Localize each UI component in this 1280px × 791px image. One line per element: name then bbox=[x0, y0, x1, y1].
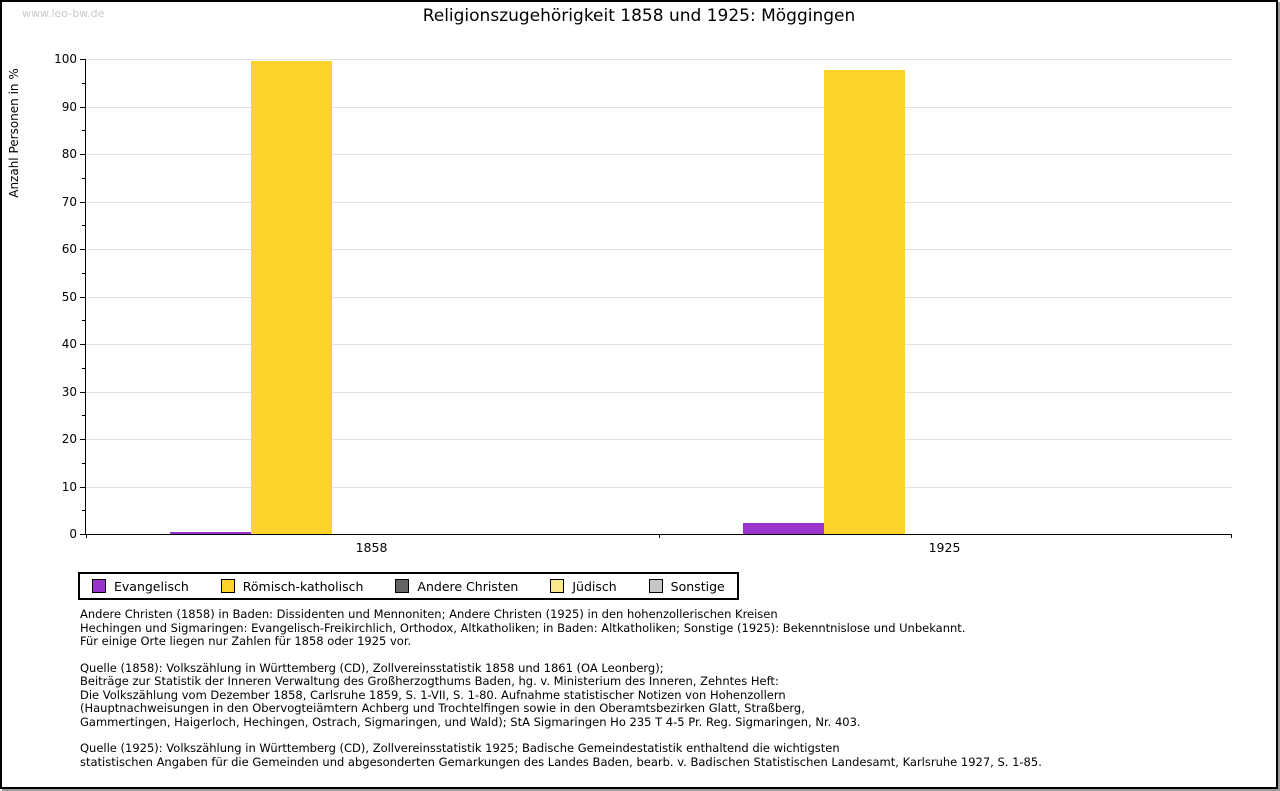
plot-area bbox=[85, 59, 1232, 535]
y-major-tick-20 bbox=[80, 439, 86, 440]
y-tick-label-30: 30 bbox=[61, 384, 77, 399]
legend-item-evangelisch bbox=[92, 579, 189, 594]
legend-label: Römisch-katholisch bbox=[242, 578, 364, 594]
y-major-tick-60 bbox=[80, 249, 86, 250]
bar-r-misch-katholisch-1925 bbox=[824, 70, 905, 534]
y-tick-label-0: 0 bbox=[69, 527, 77, 541]
y-major-tick-40 bbox=[80, 344, 86, 345]
y-minor-tick-15 bbox=[82, 463, 86, 464]
y-axis-label: Anzahl Personen in % bbox=[7, 68, 21, 198]
y-minor-tick-35 bbox=[82, 368, 86, 369]
legend-label: Andere Christen bbox=[417, 578, 519, 594]
footnotes bbox=[80, 608, 1266, 782]
x-tick-label-1858: 1858 bbox=[355, 540, 388, 555]
legend-label: Jüdisch bbox=[572, 578, 617, 594]
y-tick-label-80: 80 bbox=[61, 147, 77, 161]
y-tick-label-90: 90 bbox=[61, 99, 77, 114]
footnote-line-2-2: Beiträge zur Statistik der Inneren Verwaltung des Großherzogthums Baden, hg. v. Ministerium des Inneren, Zehntes Heft: bbox=[80, 674, 779, 688]
y-tick-label-60: 60 bbox=[61, 242, 77, 256]
y-tick-label-10: 10 bbox=[61, 479, 77, 494]
chart-title: Religionszugehörigkeit 1858 und 1925: Möggingen bbox=[422, 6, 856, 26]
bar-r-misch-katholisch-1858 bbox=[251, 61, 332, 534]
legend-label: Sonstige bbox=[670, 578, 725, 594]
footnote-line-1-3: Für einige Orte liegen nur Zahlen für 1858 oder 1925 vor. bbox=[80, 634, 412, 648]
legend-item-j-disch bbox=[550, 579, 616, 594]
y-major-tick-80 bbox=[80, 154, 86, 155]
legend bbox=[78, 572, 739, 600]
footnote-line-2-3: Die Volkszählung vom Dezember 1858, Carlsruhe 1859, S. 1-VII, S. 1-80. Aufnahme statistischer Notizen von Hohenzollern bbox=[80, 687, 786, 702]
legend-swatch-icon bbox=[92, 579, 106, 593]
y-major-tick-100 bbox=[80, 59, 86, 60]
footnote-line-3-2: statistischen Angaben für die Gemeinden und abgesonderten Gemarkungen des Landes Baden, bearb. v. Badischen Statistischen Landesamt, Karlsruhe 1927, S. 1-85. bbox=[80, 754, 1042, 769]
x-boundary-tick-0 bbox=[86, 534, 87, 538]
legend-item-sonstige bbox=[649, 579, 725, 594]
legend-swatch-icon bbox=[395, 579, 409, 593]
y-minor-tick-45 bbox=[82, 320, 86, 321]
x-boundary-tick-2 bbox=[1231, 534, 1232, 538]
x-boundary-tick-1 bbox=[659, 534, 660, 538]
footnote-line-2-5: Gammertingen, Haigerloch, Hechingen, Ostrach, Sigmaringen, und Wald); StA Sigmaringen Ho 235 T 4-5 Pr. Reg. Sigmaringen, Nr. 403. bbox=[80, 714, 861, 729]
y-tick-label-100: 100 bbox=[54, 52, 77, 66]
y-major-tick-90 bbox=[80, 107, 86, 108]
y-tick-label-50: 50 bbox=[61, 289, 77, 304]
y-minor-tick-95 bbox=[82, 83, 86, 84]
y-minor-tick-85 bbox=[82, 130, 86, 131]
gridline-y-100 bbox=[86, 59, 1232, 60]
footnote-paragraph-3 bbox=[80, 742, 1266, 769]
y-major-tick-70 bbox=[80, 202, 86, 203]
bar-evangelisch-1925 bbox=[743, 523, 824, 534]
footnote-paragraph-1 bbox=[80, 608, 1266, 649]
x-tick-label-1925: 1925 bbox=[928, 540, 961, 555]
y-tick-label-70: 70 bbox=[61, 194, 77, 209]
legend-label: Evangelisch bbox=[114, 578, 189, 594]
y-minor-tick-75 bbox=[82, 178, 86, 179]
y-major-tick-30 bbox=[80, 392, 86, 393]
bar-evangelisch-1858 bbox=[170, 532, 251, 534]
footnote-line-2-1: Quelle (1858): Volkszählung in Württemberg (CD), Zollvereinsstatistik 1858 und 1861 (OA Leonberg); bbox=[80, 660, 664, 675]
y-minor-tick-55 bbox=[82, 273, 86, 274]
legend-item-andere-christen bbox=[395, 579, 518, 594]
footnote-line-2-4: (Hauptnachweisungen in den Obervogteiämtern Achberg und Trochtelfingen sowie in den Oberamtsbezirken Glatt, Straßberg, bbox=[80, 701, 805, 715]
legend-item-r-misch-katholisch bbox=[221, 579, 364, 594]
y-minor-tick-25 bbox=[82, 415, 86, 416]
footnote-paragraph-2 bbox=[80, 662, 1266, 730]
legend-swatch-icon bbox=[221, 579, 235, 593]
y-major-tick-50 bbox=[80, 297, 86, 298]
footnote-line-3-1: Quelle (1925): Volkszählung in Württemberg (CD), Zollvereinsstatistik 1925; Badische Gemeindestatistik enthaltend die wichtigsten bbox=[80, 741, 840, 755]
y-minor-tick-65 bbox=[82, 225, 86, 226]
legend-swatch-icon bbox=[550, 579, 564, 593]
footnote-line-1-2: Hechingen und Sigmaringen: Evangelisch-Freikirchlich, Orthodox, Altkatholiken; in Baden: Altkatholiken; Sonstige (1925): Bekenntnislose und Unbekannt. bbox=[80, 620, 966, 635]
legend-swatch-icon bbox=[649, 579, 663, 593]
y-minor-tick-5 bbox=[82, 510, 86, 511]
y-major-tick-10 bbox=[80, 487, 86, 488]
y-tick-label-20: 20 bbox=[61, 432, 77, 446]
y-tick-label-40: 40 bbox=[61, 337, 77, 351]
watermark: www.leo-bw.de bbox=[22, 7, 105, 20]
footnote-line-1-1: Andere Christen (1858) in Baden: Dissidenten und Mennoniten; Andere Christen (1925) in den hohenzollerischen Kreisen bbox=[80, 607, 778, 621]
